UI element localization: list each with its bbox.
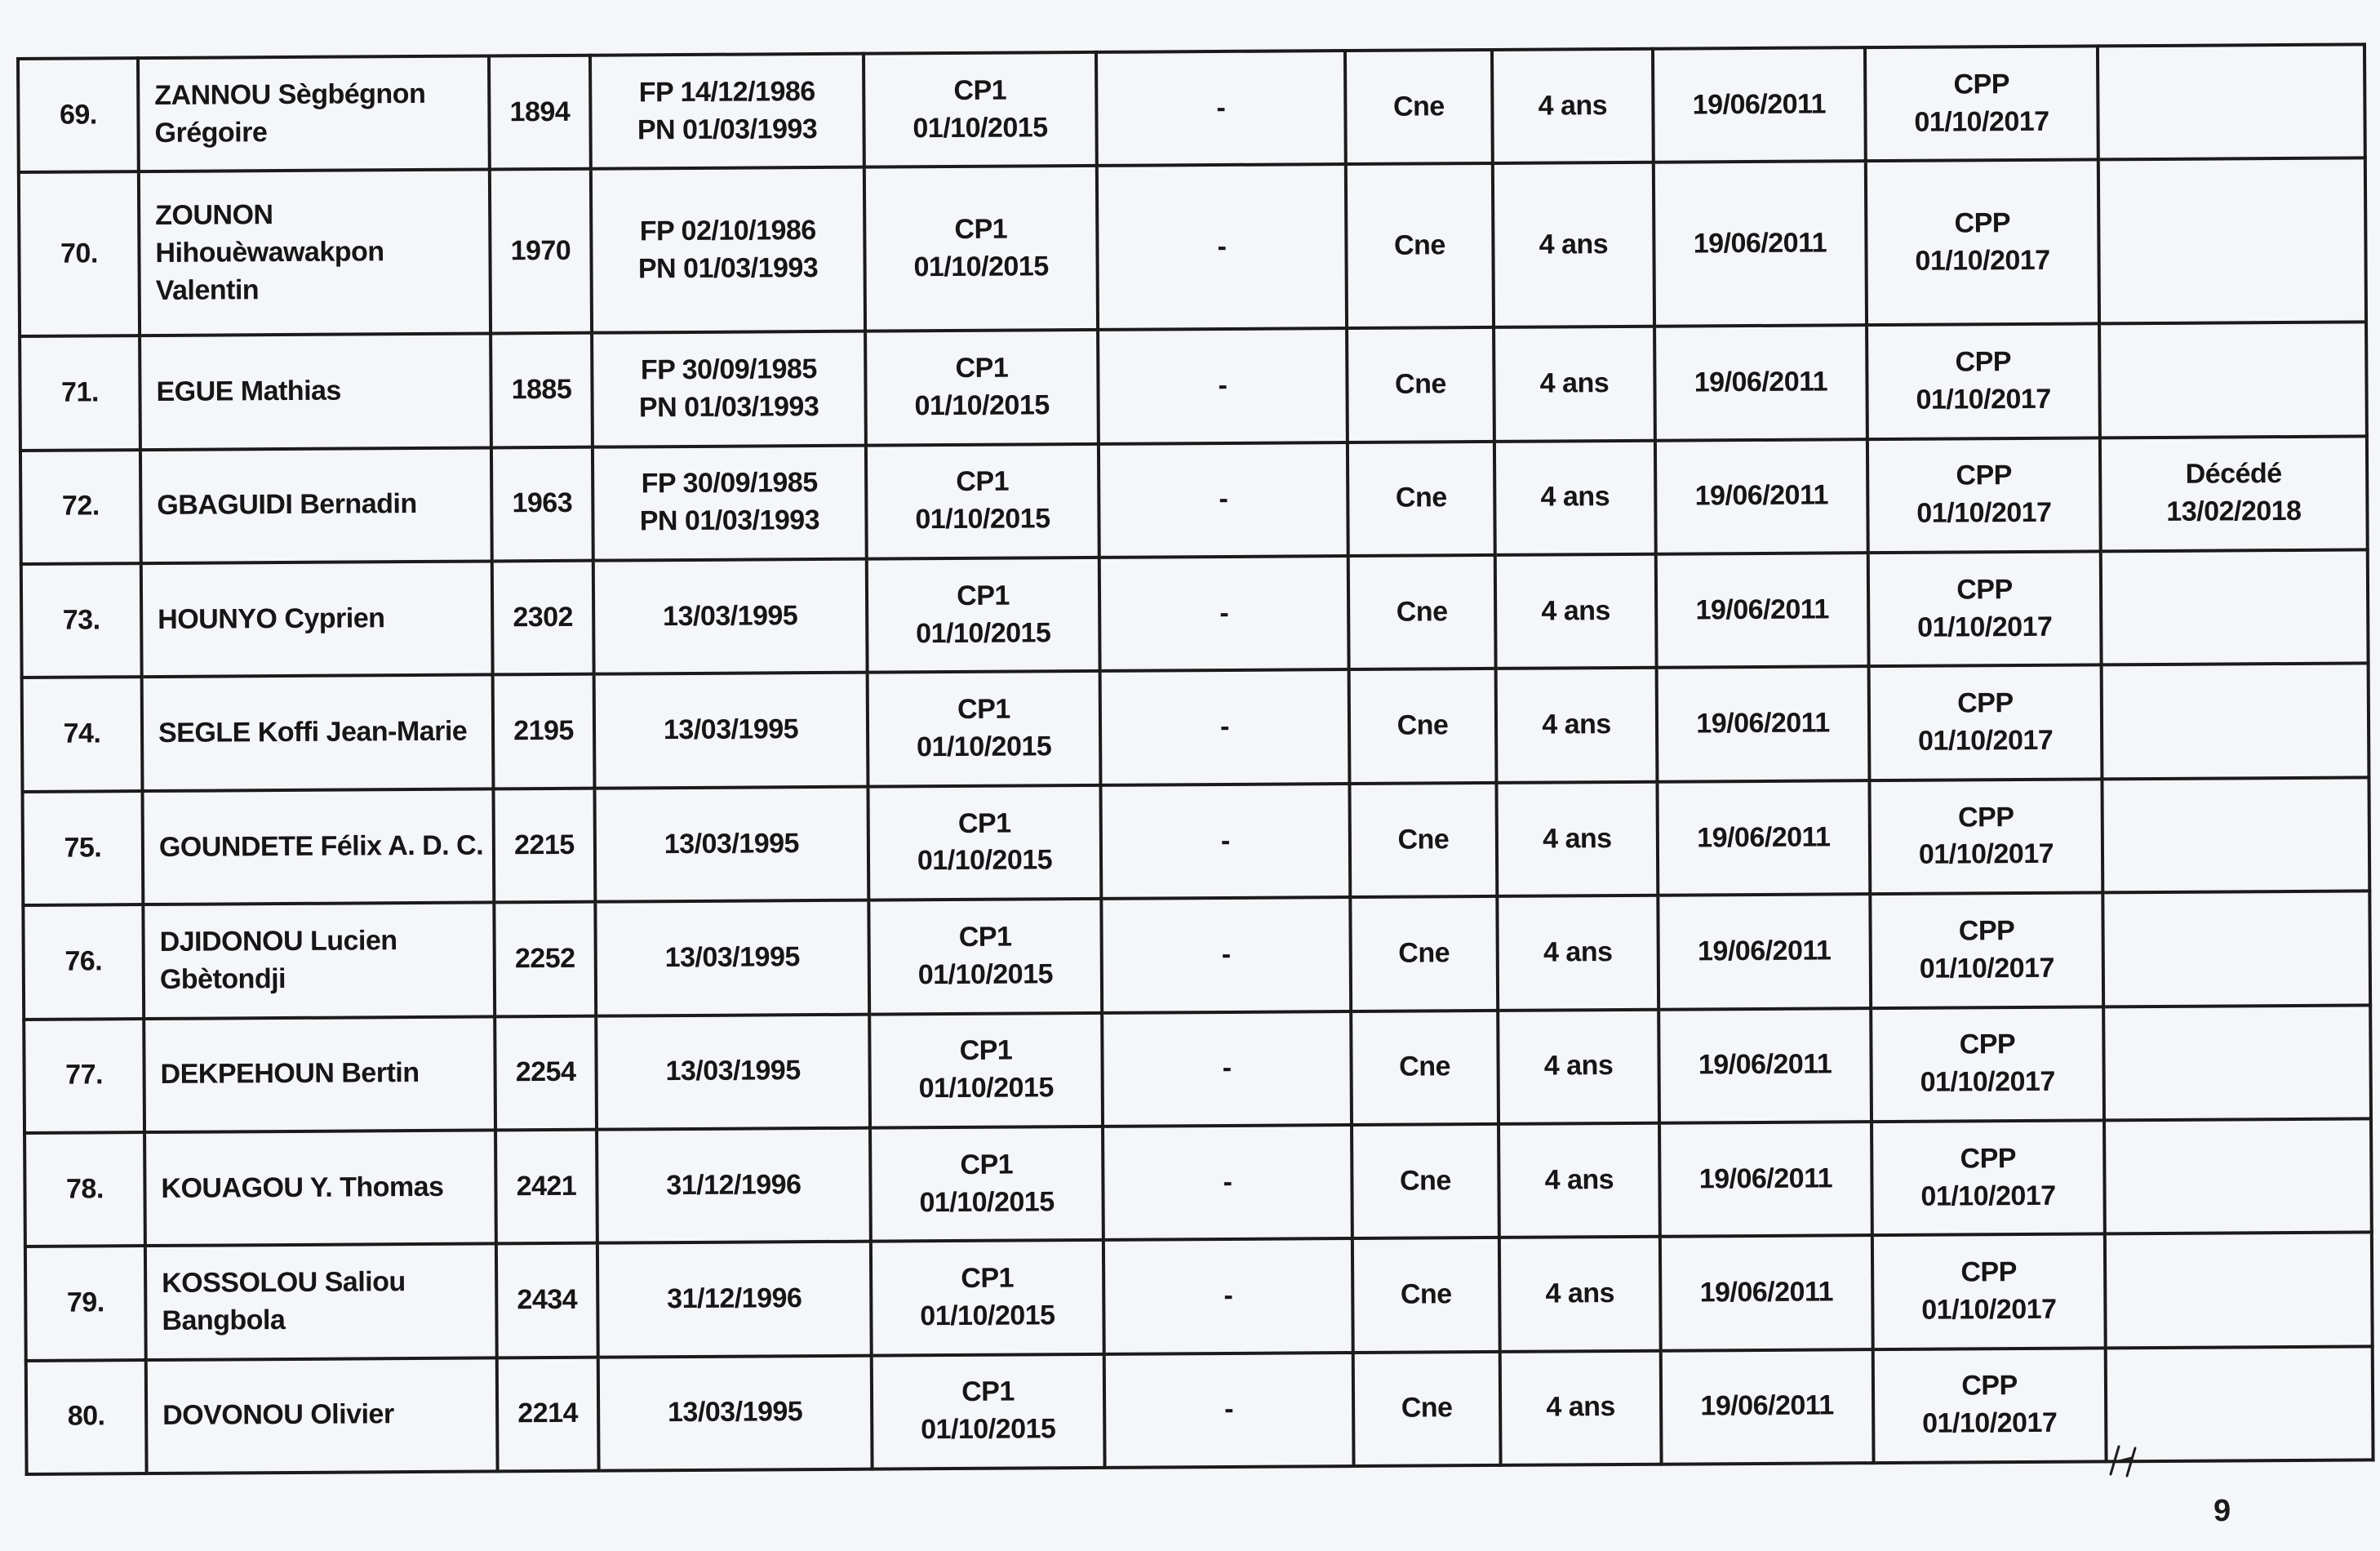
cell-line: CP1 — [956, 466, 1010, 498]
cell-line: CPP — [1956, 460, 2012, 491]
cell-entry-dates — [597, 1127, 871, 1242]
cell-rank: Cne — [1351, 1010, 1499, 1124]
cell-empty-dash: - — [1099, 556, 1349, 671]
cell-matricule: 2421 — [495, 1130, 597, 1244]
cell-line: 01/10/2017 — [1914, 105, 2049, 138]
cell-promotion — [1869, 779, 2102, 894]
cell-line: 01/10/2015 — [913, 251, 1049, 283]
cell-person-name: ZOUNON Hihouèwawakpon Valentin — [139, 170, 491, 336]
cell-entry-dates — [597, 1242, 872, 1357]
cell-remarks — [2100, 436, 2368, 551]
cell-rank-date: 19/06/2011 — [1658, 894, 1871, 1009]
cell-matricule: 2252 — [494, 902, 596, 1016]
cell-rank: Cne — [1350, 896, 1498, 1011]
cell-row-number: 70. — [19, 171, 140, 336]
table-row — [24, 1118, 2372, 1247]
cell-rank: Cne — [1349, 669, 1497, 783]
cell-line: 31/12/1996 — [667, 1282, 802, 1315]
cell-rank-date: 19/06/2011 — [1660, 1235, 1873, 1350]
cell-matricule: 1885 — [491, 333, 593, 447]
cell-rank-date: 19/06/2011 — [1658, 1008, 1872, 1123]
cell-duration: 4 ans — [1498, 1009, 1659, 1124]
cell-line: CP1 — [961, 1375, 1015, 1408]
cell-person-name: DOVONOU Olivier — [146, 1358, 498, 1473]
cell-remarks — [2104, 1118, 2372, 1233]
cell-rank: Cne — [1347, 327, 1494, 442]
cell-grade — [868, 671, 1101, 786]
cell-empty-dash: - — [1098, 328, 1348, 443]
cell-entry-dates — [592, 331, 866, 447]
cell-line: 01/10/2017 — [1919, 952, 2055, 984]
cell-line: CPP — [1957, 801, 2014, 833]
cell-matricule: 2434 — [496, 1243, 598, 1358]
cell-duration: 4 ans — [1496, 782, 1658, 897]
cell-line: 13/03/1995 — [662, 599, 798, 632]
cell-promotion — [1872, 1234, 2106, 1349]
cell-empty-dash: - — [1096, 51, 1346, 166]
cell-line: CPP — [1960, 1256, 2017, 1288]
cell-matricule: 2254 — [495, 1015, 597, 1130]
cell-matricule: 2214 — [497, 1357, 599, 1471]
cell-rank: Cne — [1352, 1238, 1500, 1352]
cell-duration: 4 ans — [1499, 1123, 1660, 1238]
cell-line: 13/03/1995 — [667, 1396, 803, 1429]
cell-duration: 4 ans — [1500, 1350, 1662, 1465]
cell-empty-dash: - — [1103, 1125, 1352, 1240]
cell-remarks — [2102, 664, 2369, 779]
handwritten-initials — [2104, 1442, 2143, 1481]
cell-empty-dash: - — [1104, 1353, 1354, 1468]
cell-duration: 4 ans — [1492, 49, 1654, 164]
cell-remarks — [2101, 549, 2369, 664]
cell-grade — [869, 1012, 1103, 1127]
cell-rank-date: 19/06/2011 — [1657, 667, 1870, 782]
cell-line: 01/10/2015 — [912, 111, 1048, 144]
cell-promotion — [1865, 46, 2098, 161]
cell-line: CP1 — [961, 1262, 1015, 1294]
cell-promotion — [1867, 438, 2101, 553]
cell-line: CP1 — [958, 921, 1012, 953]
cell-remarks — [2098, 44, 2365, 159]
cell-row-number: 74. — [22, 677, 143, 791]
cell-remarks — [2099, 322, 2367, 438]
cell-duration: 4 ans — [1499, 1237, 1661, 1352]
cell-duration: 4 ans — [1497, 895, 1658, 1011]
table-row — [25, 1233, 2373, 1361]
cell-rank: Cne — [1345, 50, 1493, 164]
cell-line: CP1 — [959, 1034, 1013, 1067]
cell-entry-dates — [598, 1355, 873, 1470]
cell-remarks — [2102, 777, 2369, 892]
cell-row-number: 69. — [18, 58, 139, 172]
table-row — [19, 158, 2366, 337]
cell-person-name: ZANNOU Sègbégnon Grégoire — [138, 56, 490, 171]
cell-rank-date: 19/06/2011 — [1653, 47, 1866, 162]
cell-duration: 4 ans — [1494, 327, 1655, 442]
cell-remarks — [2103, 1005, 2371, 1120]
cell-person-name: DEKPEHOUN Bertin — [144, 1016, 495, 1132]
cell-line: CPP — [1957, 687, 2014, 719]
cell-entry-dates — [596, 1014, 870, 1129]
cell-line: 01/10/2015 — [920, 1300, 1055, 1332]
cell-line: FP 30/09/1985 — [641, 467, 818, 500]
cell-entry-dates — [591, 167, 865, 333]
personnel-table — [16, 42, 2375, 1476]
cell-entry-dates — [590, 54, 864, 169]
cell-line: 01/10/2015 — [917, 844, 1053, 877]
cell-rank-date: 19/06/2011 — [1656, 553, 1869, 668]
cell-grade — [864, 52, 1097, 167]
cell-promotion — [1867, 324, 2100, 439]
cell-grade — [864, 166, 1098, 331]
cell-rank-date: 19/06/2011 — [1657, 780, 1870, 895]
cell-line: CP1 — [957, 580, 1010, 611]
cell-grade — [868, 899, 1102, 1014]
cell-promotion — [1873, 1348, 2107, 1463]
cell-remarks — [2105, 1233, 2373, 1348]
cell-duration: 4 ans — [1494, 440, 1656, 555]
cell-grade — [868, 785, 1101, 900]
cell-promotion — [1866, 160, 2099, 326]
cell-row-number: 76. — [23, 904, 144, 1019]
cell-line: 01/10/2017 — [1915, 244, 2050, 277]
cell-rank-date: 19/06/2011 — [1661, 1349, 1874, 1464]
table-row — [22, 664, 2369, 792]
cell-matricule: 1970 — [490, 169, 592, 334]
cell-line: 01/10/2017 — [1920, 1180, 2056, 1212]
cell-rank-date: 19/06/2011 — [1659, 1122, 1872, 1237]
cell-rank-date: 19/06/2011 — [1655, 439, 1868, 554]
cell-row-number: 72. — [20, 450, 141, 564]
cell-line: CP1 — [953, 74, 1007, 106]
cell-entry-dates — [595, 900, 869, 1015]
cell-matricule: 2302 — [492, 561, 594, 675]
cell-duration: 4 ans — [1495, 554, 1657, 669]
cell-matricule: 2215 — [493, 788, 595, 902]
cell-grade — [871, 1240, 1104, 1355]
cell-line: CP1 — [954, 213, 1008, 245]
cell-rank: Cne — [1346, 163, 1494, 328]
cell-empty-dash: - — [1099, 442, 1348, 558]
cell-line: 01/10/2015 — [915, 503, 1050, 536]
cell-person-name: EGUE Mathias — [140, 334, 491, 450]
cell-line: CP1 — [955, 352, 1009, 384]
cell-empty-dash: - — [1100, 669, 1350, 784]
cell-grade — [866, 444, 1099, 559]
cell-line: Décédé — [2185, 458, 2282, 491]
cell-line: 13/03/1995 — [664, 827, 800, 860]
cell-line: 01/10/2017 — [1921, 1293, 2057, 1326]
cell-line: CPP — [1958, 914, 2015, 947]
cell-grade — [867, 558, 1100, 673]
cell-person-name: KOSSOLOU Saliou Bangbola — [145, 1244, 497, 1360]
cell-row-number: 80. — [26, 1360, 147, 1474]
cell-line: CP1 — [960, 1149, 1014, 1180]
table-sheet — [16, 42, 2372, 1476]
cell-line: FP 30/09/1985 — [640, 353, 817, 386]
cell-line: CPP — [1961, 1370, 2018, 1402]
cell-line: CPP — [1955, 346, 2012, 378]
cell-empty-dash: - — [1103, 1238, 1353, 1353]
cell-rank-date: 19/06/2011 — [1654, 326, 1867, 441]
cell-line: 01/10/2017 — [1916, 383, 2051, 416]
cell-row-number: 78. — [24, 1132, 145, 1247]
cell-line: PN 01/03/1993 — [638, 391, 819, 424]
cell-empty-dash: - — [1100, 784, 1350, 899]
cell-empty-dash: - — [1102, 1011, 1352, 1127]
cell-person-name: GOUNDETE Félix A. D. C. — [142, 789, 494, 904]
cell-remarks — [2098, 158, 2366, 324]
cell-line: 13/03/1995 — [664, 941, 800, 974]
page-number: 9 — [2213, 1494, 2231, 1528]
cell-person-name: DJIDONOU Lucien Gbètondji — [143, 903, 495, 1019]
cell-entry-dates — [594, 673, 868, 788]
cell-line: 01/10/2017 — [1917, 724, 2054, 757]
cell-entry-dates — [594, 786, 868, 901]
cell-promotion — [1871, 1007, 2104, 1122]
cell-line: CPP — [1960, 1142, 2017, 1175]
cell-line: 01/10/2015 — [921, 1413, 1056, 1446]
cell-duration: 4 ans — [1496, 668, 1658, 783]
cell-line: 01/10/2017 — [1920, 1065, 2055, 1098]
cell-grade — [865, 330, 1099, 445]
cell-line: 01/10/2015 — [914, 389, 1050, 422]
cell-person-name: SEGLE Koffi Jean-Marie — [142, 675, 494, 791]
cell-line: 01/10/2017 — [1917, 611, 2053, 643]
cell-line: CPP — [1959, 1029, 2016, 1060]
cell-line: CP1 — [957, 693, 1010, 726]
cell-matricule: 1963 — [491, 447, 593, 561]
cell-line: 13/03/1995 — [663, 713, 799, 746]
cell-person-name: KOUAGOU Y. Thomas — [144, 1130, 496, 1246]
cell-line: CPP — [1953, 68, 2010, 100]
cell-line: CPP — [1954, 207, 2011, 239]
cell-entry-dates — [593, 559, 868, 674]
cell-line: PN 01/03/1993 — [639, 504, 820, 537]
cell-grade — [872, 1353, 1105, 1469]
cell-line: PN 01/03/1993 — [637, 113, 818, 146]
table-row — [20, 322, 2367, 451]
cell-line: FP 02/10/1986 — [639, 214, 816, 247]
cell-line: 01/10/2015 — [919, 1185, 1055, 1218]
cell-promotion — [1869, 665, 2102, 780]
cell-matricule: 2195 — [493, 674, 595, 789]
cell-line: 01/10/2015 — [918, 1072, 1054, 1104]
cell-rank: Cne — [1348, 442, 1495, 556]
cell-line: 01/10/2017 — [1918, 838, 2054, 871]
cell-rank: Cne — [1349, 783, 1497, 897]
cell-person-name: GBAGUIDI Bernadin — [140, 447, 492, 563]
cell-line: 13/02/2018 — [2166, 496, 2302, 528]
cell-remarks — [2102, 891, 2370, 1007]
cell-rank: Cne — [1348, 555, 1496, 669]
table-body — [18, 44, 2373, 1474]
table-row — [18, 44, 2365, 172]
cell-line: 01/10/2015 — [916, 731, 1052, 763]
table-row — [24, 1005, 2371, 1133]
cell-remarks — [2106, 1346, 2373, 1461]
cell-entry-dates — [593, 445, 867, 560]
cell-row-number: 73. — [21, 563, 142, 678]
cell-line: FP 14/12/1986 — [638, 75, 815, 109]
cell-promotion — [1870, 893, 2103, 1008]
cell-promotion — [1872, 1120, 2105, 1235]
cell-line: 01/10/2017 — [1922, 1407, 2058, 1440]
table-row — [26, 1346, 2373, 1474]
table-row — [23, 891, 2370, 1020]
cell-line: 13/03/1995 — [665, 1055, 801, 1087]
table-row — [20, 436, 2368, 564]
cell-row-number: 75. — [22, 791, 143, 905]
cell-line: PN 01/03/1993 — [637, 251, 819, 285]
cell-row-number: 79. — [25, 1246, 146, 1360]
cell-line: 01/10/2015 — [917, 958, 1054, 991]
cell-rank: Cne — [1353, 1352, 1501, 1467]
cell-line: 01/10/2015 — [916, 617, 1051, 650]
cell-line: CPP — [1956, 573, 2013, 606]
cell-person-name: HOUNYO Cyprien — [141, 562, 493, 678]
table-row — [22, 777, 2369, 905]
cell-line: CP1 — [957, 807, 1011, 839]
cell-line: 31/12/1996 — [666, 1168, 801, 1201]
cell-promotion — [1868, 551, 2102, 666]
cell-row-number: 77. — [24, 1019, 144, 1133]
cell-empty-dash: - — [1101, 897, 1351, 1012]
cell-rank: Cne — [1352, 1124, 1499, 1238]
cell-duration: 4 ans — [1493, 162, 1654, 327]
cell-line: 01/10/2017 — [1916, 497, 2052, 530]
table-row — [21, 549, 2369, 678]
cell-row-number: 71. — [20, 336, 140, 450]
cell-empty-dash: - — [1097, 164, 1347, 330]
cell-matricule: 1894 — [489, 56, 591, 170]
cell-grade — [870, 1127, 1103, 1242]
cell-rank-date: 19/06/2011 — [1654, 162, 1867, 327]
